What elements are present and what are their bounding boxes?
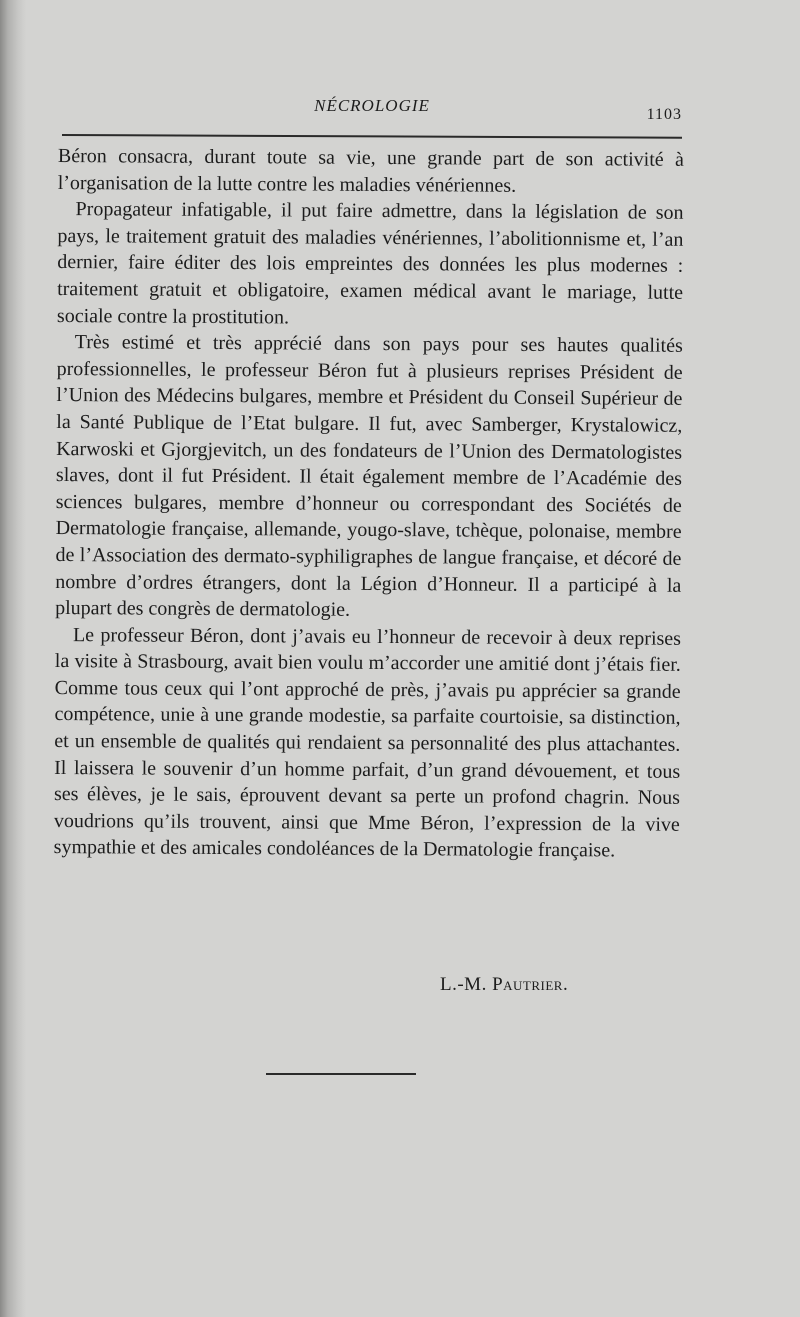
page-number: 1103 [646, 106, 682, 123]
signature-surname: Pautrier. [492, 974, 569, 995]
article-body [54, 143, 684, 865]
running-title: NÉCROLOGIE [314, 96, 430, 115]
paragraph: Propagateur infatigable, il put faire admettre, dans la législation de son pays, le traitement gratuit des maladies vénériennes, l’abolitionnisme et, l’an dernier, faire éditer des lois empreintes des données les plus modernes : traitement gratuit et obligatoire, examen médical avant le mariage, lutte sociale contre la prostitution. [56, 198, 684, 328]
page-binding-edge [0, 0, 26, 1317]
paragraph: Le professeur Béron, dont j’avais eu l’honneur de recevoir à deux reprises la visite à Strasbourg, avait bien voulu m’accorder une amitié dont j’étais fier. Comme tous ceux qui l’ont approché de près, j’avais pu apprécier sa grande compétence, unie à une grande modestie, sa parfaite courtoisie, sa distinction, et un ensemble de qualités qui rendaient sa personnalité des plus attachantes. Il laissera le souvenir d’un homme parfait, d’un grand dévouement, et tous ses élèves, je le sais, éprouvent devant sa perte un profond chagrin. Nous voudrions qu’ils trouvent, ainsi que Mme Béron, l’expression de la vive sympathie et des amicales condoléances de la Dermatologie française. [53, 623, 682, 862]
closing-rule [266, 1073, 416, 1075]
author-signature [440, 974, 568, 996]
paragraph: Très estimé et très apprécié dans son pays pour ses hautes qualités professionnelles, le professeur Béron fut à plusieurs reprises Président de l’Union des Médecins bulgares, membre et Président du Conseil Supérieur de la Santé Publique de l’Etat bulgare. Il fut, avec Samberger, Krystalowicz, Karwoski et Gjorgjevitch, un des fondateurs de l’Union des Dermatologistes slaves, dont il fut Président. Il était également membre de l’Académie des sciences bulgares, membre d’honneur ou correspondant des Sociétés de Dermatologie française, allemande, yougo-slave, tchèque, polonaise, membre de l’Association des dermato-syphiligraphes de langue française, et décoré de nombre d’ordres étrangers, dont la Légion d’Honneur. Il a participé à la plupart des congrès de dermatologie. [55, 331, 683, 621]
signature-initials: L.-M. [440, 974, 487, 995]
paragraph-continuation: Béron consacra, durant toute sa vie, une grande part de son activité à l’organisation de la lutte contre les maladies vénériennes. [57, 144, 684, 197]
page-header [62, 96, 682, 126]
